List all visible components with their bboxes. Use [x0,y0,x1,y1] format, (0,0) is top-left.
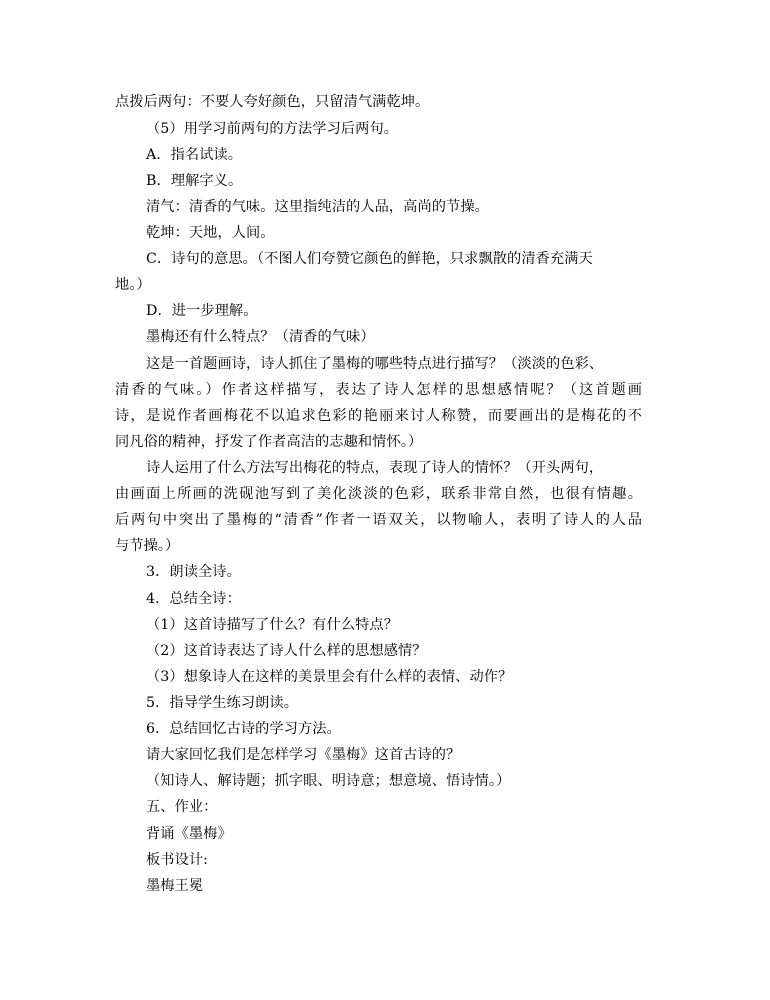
text-line-8: 地。） [115,277,151,293]
text-line-28: 五、作业： [146,799,218,815]
text-line-14: 同凡俗的精神，抒发了作者高洁的志趣和情怀。） [115,434,423,450]
text-line-19: 3．朗读全诗。 [146,564,241,580]
text-line-7: C．诗句的意思。（不图人们夸赞它颜色的鲜艳，只求飘散的清香充满天 [146,251,593,267]
text-line-27: （知诗人、解诗题；抓字眼、明诗意；想意境、悟诗情。） [146,773,511,789]
text-line-25: 6．总结回忆古诗的学习方法。 [146,721,341,737]
text-line-24: 5．指导学生练习朗读。 [146,695,299,711]
text-line-30: 板书设计: [146,852,209,868]
text-line-12: 清香的气味。）作者这样描写，表达了诗人怎样的思想感情呢？（这首题画 [115,382,642,398]
text-line-10: 墨梅还有什么特点？（清香的气味） [146,329,375,345]
text-line-5: 清气：清香的气味。这里指纯洁的人品，高尚的节操。 [146,199,489,215]
text-line-26: 请大家回忆我们是怎样学习《墨梅》这首古诗的？ [146,747,461,763]
text-line-31: 墨梅王冕 [146,878,204,894]
text-line-23: （3）想象诗人在这样的美景里会有什么样的表情、动作？ [146,669,513,685]
text-line-29: 背诵《墨梅》 [146,826,232,842]
text-line-21: （1）这首诗描写了什么？有什么特点？ [146,617,399,633]
text-line-11: 这是一首题画诗，诗人抓住了墨梅的哪些特点进行描写？（淡淡的色彩、 [146,356,604,372]
text-line-20: 4．总结全诗： [146,591,241,607]
text-line-3: A．指名试读。 [146,147,243,163]
text-line-9: D．进一步理解。 [146,303,258,319]
text-line-16: 由画面上所画的洗砚池写到了美化淡淡的色彩，联系非常自然，也很有情趣。 [115,486,642,502]
text-line-18: 与节操。） [115,538,180,554]
text-line-6: 乾坤：天地，人间。 [146,225,275,241]
text-line-4: B．理解字义。 [146,173,243,189]
text-line-2: （5）用学习前两句的方法学习后两句。 [146,121,399,137]
text-line-22: （2）这首诗表达了诗人什么样的思想感情？ [146,643,427,659]
text-line-17: 后两句中突出了墨梅的“清香”作者一语双关，以物喻人，表明了诗人的人品 [115,512,642,528]
text-line-13: 诗，是说作者画梅花不以追求色彩的艳丽来讨人称赞，而要画出的是梅花的不 [115,408,642,424]
text-line-1: 点拨后两句：不要人夸好颜色，只留清气满乾坤。 [115,94,430,110]
text-line-15: 诗人运用了什么方法写出梅花的特点，表现了诗人的情怀？（开头两句， [146,460,604,476]
